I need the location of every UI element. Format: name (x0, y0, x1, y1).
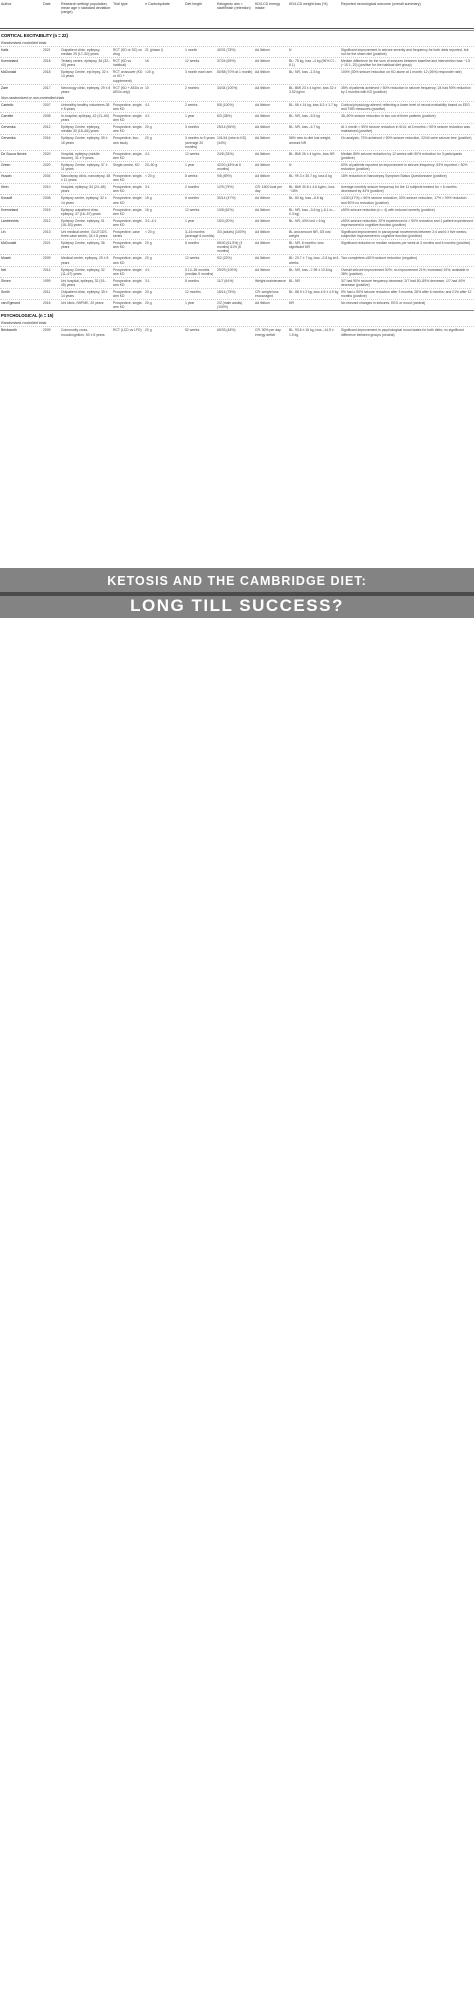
table-cell: 2012 (43, 218, 51, 223)
table-cell: 2020 (43, 162, 51, 167)
table-cell: Epilepsy Centre, epilepsy, 36 years (61, 241, 105, 250)
table-cell: Ad libitum (255, 114, 270, 119)
table-cell: Epilepsy Centre, epi lepsy, 32 ± 14 years (61, 70, 109, 79)
table-cell: Smith (1, 290, 10, 295)
table-cell: 3/3 (adults) (100%) (217, 230, 246, 234)
table-cell: van Egmond (1, 301, 21, 306)
table-cell: <20 g (145, 70, 154, 75)
header-ketogenic-aim: Ketogenic aim = start/finish (retention) (217, 2, 251, 11)
section-subheading: Randomised controlled trials (1, 321, 47, 326)
table-cell: Lin (1, 230, 6, 234)
table-cell: 2020 (43, 151, 51, 156)
table-cell: BL: 66 ± 14 kg, loss 6.3 ± 1.7 kg (289, 102, 338, 107)
table-cell: 6 months (185, 196, 199, 201)
table-cell: Outpatient clinic, epilepsy, median 29 (17–50) years (61, 48, 101, 57)
table-cell: 18% reduction in Narcolepsy Symptom Status Questionnaire (positive) (341, 174, 447, 179)
table-cell: 8 months (185, 278, 199, 283)
table-cell: 12 weeks (185, 256, 200, 261)
table-cell: 101/44 (new to KD) (44%) (217, 136, 247, 145)
section-heading: PSYCHOLOGICAL (n = 15) (0, 310, 474, 320)
table-cell: 65/40 (61.5%) (3 months) 61% (6 months) (217, 241, 243, 254)
table-cell: 18/14 (78%) (217, 290, 236, 295)
table-cell: 2008 (43, 196, 51, 201)
table-cell: BL: NR, loss –7.98 ± 10.6 kg (289, 267, 333, 272)
table-cell: RCT (KD + AEDs or AEDs only) (113, 85, 143, 94)
table-cell: Green (1, 162, 11, 167)
table-cell: 20 g (145, 328, 152, 333)
table-cell: BL: NR, 6 months: loss significant NR (289, 241, 324, 250)
table-cell: Ad libitum (255, 136, 270, 141)
table-cell: Prospective, single-arm KD (113, 196, 143, 205)
table-row (0, 112, 474, 123)
table-cell: 1 year (185, 218, 195, 223)
table-cell: BL: 20.7 ± 7 kg, loss –2.8 kg at 6 weeks (289, 256, 339, 265)
header-setting: Research setting/ population; mean age ± standard deviation (range) (61, 2, 111, 15)
table-cell: BL: NR, 40% lost > 6 kg (289, 218, 326, 223)
table-cell: 4:1 (145, 151, 150, 156)
table-cell: BL: 99.3 ± 30.7 kg, loss 6 kg (289, 174, 332, 179)
table-cell: 37/24 (65%) (217, 59, 236, 64)
table-cell: Cervenka (1, 136, 16, 141)
table-cell: 20 g (145, 241, 152, 246)
table-cell: Epilepsy Centre, epilepsy, 37 ± 11 years (61, 162, 108, 171)
table-row (0, 46, 474, 57)
table-cell: Prospective, single-arm KD (113, 290, 143, 299)
table-cell: 100% (30% seizure reduction on KD alone at 1 month; 12 (26%) responder rate) (341, 70, 462, 75)
table-cell: BL: NR, loss –4.7 kg (289, 125, 320, 130)
table-cell: Ad libitum (255, 48, 270, 52)
table-cell: RCT (KD or SC) on drug (113, 48, 143, 57)
table-cell: Ad libitum (255, 85, 270, 90)
table-cell: 2009 (43, 256, 51, 261)
table-cell: CR: weight loss encouraged (255, 290, 279, 299)
table-cell: Prospective, single-arm KD (113, 174, 143, 183)
table-cell: 3 months to 5 years (average 20 months) (185, 136, 215, 149)
table-cell: Cortical physiology altered; reflecting a lower level of neural excitability based on EEG and TMS measures (positive) (341, 102, 470, 111)
table-cell: 2017 (43, 85, 51, 90)
table-cell: Median difference for the sum of seizures between baseline and intervention was −1.5 (−10.1, 22) (positive for the habitual diet group) (341, 59, 471, 68)
table-cell: CR: 1600 kcal per day (255, 185, 283, 194)
page-subtitle: LONG TILL SUCCESS? (130, 596, 344, 615)
table-cell: Ad libitum (255, 151, 270, 156)
table-header (0, 0, 474, 29)
table-cell: < 20 g (145, 174, 155, 179)
section-heading: CORTICAL EXCITABILITY (n = 22) (0, 30, 474, 40)
table-cell: 30/14 (47%) (217, 196, 236, 201)
table-cell: Kverneland (1, 59, 19, 64)
table-cell: 21 (phase I) (145, 48, 164, 52)
table-cell: Weight maintenance (255, 278, 286, 283)
table-cell: Prospective, single-arm KD (113, 218, 143, 227)
header-author: Author (1, 2, 12, 6)
table-cell: Carrette (1, 114, 14, 119)
table-cell: 20 g (145, 256, 152, 261)
table-cell: < 20 g (145, 230, 155, 234)
table-cell: 2018 (43, 59, 51, 64)
table-cell: Kalis (1, 48, 9, 52)
table-cell: 3:1 (145, 278, 150, 283)
table-cell: 20 g (145, 136, 152, 141)
table-cell: Prospective, single-arm KD (113, 256, 143, 265)
table-cell: Ad libitum (255, 241, 270, 246)
table-cell: 1 year (185, 301, 195, 306)
table-cell: 11/7 (64%) (217, 278, 234, 283)
table-cell: 3–16 months (average 6 months) (185, 230, 215, 239)
table-cell: NR (289, 301, 294, 306)
table-cell: RCT crossover (KD or KD + supplement) (113, 70, 143, 83)
table-cell: 2009 (43, 328, 51, 333)
header-weight-loss: KD/LCD weight loss (%) (289, 2, 328, 6)
table-cell: 25/14 (56%) (217, 125, 236, 130)
table-cell: 1999 (43, 278, 51, 283)
table-cell: Epilepsy Centre, epilepsy, 32 (11–67) years (61, 267, 105, 276)
table-row (0, 150, 474, 161)
table-cell: 16 g (145, 207, 152, 212)
table-cell: ≥50% seizure reduction; 20% experienced a > 50% reduction and 1 patient experienced improvement in cognitive function (positive) (341, 218, 473, 227)
header-carbohydrate: n Carbohydrate (145, 2, 170, 6)
table-cell: McDonald (1, 241, 17, 246)
header-date: Date (43, 2, 51, 6)
table-cell: 52 weeks (185, 328, 200, 333)
table-cell: 2008 (43, 114, 51, 119)
table-cell: BL: 78 kg, loss –4 kg (96% CI –6.1) (289, 59, 337, 68)
table-cell: 10 (145, 85, 149, 90)
table-cell: Ad libitum (255, 256, 270, 261)
table-cell: 4:1 (145, 267, 150, 272)
table-cell: 3:1 (145, 185, 150, 190)
table-cell: 0.12–35 months (median 9 months) (185, 267, 214, 276)
table-cell: Cervenka (1, 125, 16, 130)
table-cell: 8/8 (100%) (217, 102, 234, 107)
table-cell: BL: NR, loss –1.5 kg (289, 70, 320, 75)
table-cell: 2016 (43, 301, 51, 306)
table-row (0, 299, 474, 310)
table-cell: 1 month (185, 48, 198, 52)
table-cell: Prospective, single-arm KD (113, 241, 143, 250)
table-row (0, 84, 474, 95)
table-cell: 4:1 (145, 102, 150, 107)
header-diet-length: Diet length (185, 2, 203, 6)
table-cell: Overall seizure improvement 52%; no improvement 21%; increased 10%; available in 38% (positive) (341, 267, 469, 276)
table-cell: 12/9 (75%) (217, 185, 234, 190)
table-cell: Ad libitum (255, 162, 270, 167)
table-cell: Epilepsy centre, epilepsy, 32 ± 14 years (61, 196, 107, 205)
table-cell: Uni medical centre, GLUT1DS, three case series, 34 ± 8 years (61, 230, 108, 239)
table-cell: 3/7 had 90% seizure frequency decrease, 3/7 had 50–89% decrease, 1/7 had 40% decrease (positive) (341, 278, 466, 287)
table-row (0, 217, 474, 228)
table-cell: 2010 (43, 185, 51, 190)
table-cell: Ad libitum (255, 301, 270, 306)
table-cell: 15 g (145, 196, 152, 201)
table-cell: 12 months (185, 290, 201, 295)
table-cell: Prospective, single-arm KD (113, 125, 143, 134)
table-cell: Hospital, epilepsy (middle income), 31 ± 9 years (61, 151, 100, 160)
table-cell: N (289, 48, 292, 52)
table-cell: BL: 80 kg, loss –6.6 kg (289, 196, 324, 201)
table-cell: 40/31 (78%) (217, 48, 236, 52)
table-cell: Prospective, single-arm KD (113, 278, 143, 287)
table-cell: 12 weeks (185, 151, 200, 156)
table-cell: Epilepsy Centre, epilepsy, 39 ± 16 years (61, 136, 108, 145)
table-cell: Nei (1, 267, 7, 272)
table-cell: Epilepsy Centre, epilepsy, 31 (18–53) years (61, 218, 105, 227)
table-cell: Ad libitum (255, 230, 270, 234)
table-cell: 3:1–4:1 (145, 218, 157, 223)
table-cell: Brinkworth (1, 328, 18, 333)
table-cell: Significant reduction in median seizures per week at 3 months and 6 months (positive) (341, 241, 471, 246)
table-cell: Narcolepsy clinic, narcolepsy, 48 ± 11 years (61, 174, 111, 183)
table-cell: Cantello (1, 102, 14, 107)
table-row (0, 194, 474, 205)
table-cell: Ad libitum (255, 267, 270, 272)
table-cell: Medical centre, epilepsy, 29 ± 8 years (61, 256, 109, 265)
table-cell: 1 year (185, 114, 195, 119)
table-cell: 56% new to diet lost weight, amount NR (289, 136, 332, 145)
table-cell: Prospective, two-arm study (113, 136, 140, 145)
table-cell: 6 months (185, 241, 199, 246)
table-row (0, 123, 474, 134)
table-cell: Ad libitum (255, 218, 270, 223)
table-cell: 2021 (43, 241, 51, 246)
table-cell: 2004 (43, 174, 51, 179)
table-cell: Ad libitum (255, 196, 270, 201)
table-cell: Significant improvement in psychological mood states for both diets; no significant difference between groups (neutral) (341, 328, 464, 337)
table-cell: 12 weeks (185, 59, 200, 64)
table-cell: 14/30 (47%) > 50% seizure reduction; 33% seizure reduction, 17% > 90% reduction and 50% no reduction (positive) (341, 196, 467, 205)
table-cell: Prospective, single-arm KD (113, 185, 143, 194)
table-cell: 13/8 (62%) (217, 207, 234, 212)
table-cell: 2 weeks (185, 102, 198, 107)
table-cell: 8 weeks (185, 174, 198, 179)
table-cell: Prospective, single-arm KD (113, 267, 143, 276)
table-cell: Hospital, epilepsy, 54 (24–65) years (61, 185, 106, 194)
table-cell: BL and amount NR, 3/3 lost weight (289, 230, 331, 239)
table-cell: Ad libitum (255, 174, 270, 179)
table-cell: 29/29 (100%) (217, 267, 238, 272)
table-row (0, 68, 474, 83)
table-row (0, 183, 474, 194)
table-cell: Zare (1, 85, 8, 90)
table-cell: Prospective, single-arm KD (113, 102, 143, 111)
table-cell: 9/2 (22%) (217, 256, 232, 261)
header-energy-intake: KD/LCD energy intake (255, 2, 281, 11)
table-cell: 24/8 (33%) (217, 151, 234, 156)
table-cell: 4:1 (145, 114, 150, 119)
table-cell: 16 (145, 59, 149, 64)
table-cell: Significant improvement in paroxysmal movements between 2:4 and 6 ± five weeks; subjective improvement in cognitive function (positive) (341, 230, 467, 239)
table-cell: BL: BMI 23 ± 4 kg/m², loss 32 ± 3.52 kg/m² (289, 85, 337, 94)
table-row (0, 134, 474, 149)
table-cell: 35% of patients achieved > 50% reduction in seizure frequency; 24 had 90% reduction by 2 months with KD (positive) (341, 85, 471, 94)
table-cell: 20 g (145, 301, 152, 306)
table-row (0, 266, 474, 277)
table-cell: Ad libitum (255, 70, 270, 75)
table-cell: Klein (1, 185, 9, 190)
table-cell: RCT (LCD vs LFD) (113, 328, 142, 333)
section-subheading: Non-randomised or non-controlled trials (1, 95, 65, 100)
table-cell: 3 months (185, 125, 199, 130)
table-cell: 2012 (43, 125, 51, 130)
table-cell: Median 86% seizure reduction by 12 weeks with 50% reduction for 3 participants (positive) (341, 151, 462, 160)
table-cell: Unhealthy healthy volunteers 38 ± 8 years (61, 102, 110, 111)
table-cell: Ad libitum (255, 59, 270, 64)
table-row (0, 161, 474, 172)
table-cell: Tertiary centre, epilepsy, 36 (32–40) years (61, 59, 110, 68)
table-cell: 3 month each arm (185, 70, 213, 75)
table-cell: Kverneland (1, 207, 19, 212)
table-cell: Ad libitum (255, 125, 270, 130)
table-cell: BL: NR, loss –3.6 kg (–6.1 to –0.3 kg) (289, 207, 336, 216)
table-cell: 80/58 (70% at 1 month) (217, 70, 253, 75)
table-cell: Prospective, single-arm KD (113, 114, 143, 123)
table-cell: Outpatient clinic, epilepsy, 35 ± 14 years (61, 290, 108, 299)
table-cell: 8/3 (38%) (217, 114, 232, 119)
table-cell: In-hospital, epilepsy, 42 (21–60) years (61, 114, 109, 123)
table-row (0, 206, 474, 217)
table-cell: BL: BMI 26 ± 4 kg/m², loss NR (289, 151, 335, 156)
table-cell: ≥50% seizure reduction (n = 4) with reduced severity (positive) (341, 207, 435, 212)
table-cell: Significant improvement in seizure severity and frequency for both diets reported, but not for the sham diet (positive) (341, 48, 469, 57)
table-cell: McDonald (1, 70, 17, 75)
table-cell: Ad libitum (255, 102, 270, 107)
table-row (0, 172, 474, 183)
table-row (0, 101, 474, 112)
table-cell: 2015 (43, 207, 51, 212)
table-cell: Prospective, single-arm KD (113, 151, 143, 160)
table-cell: Mosek (1, 256, 11, 261)
header-outcome: Reported neurological outcome (overall summary) (341, 2, 421, 6)
table-cell: 2 months (185, 185, 199, 190)
table-cell: Epilepsy Centre, epilepsy, median 30 (18–66) years (61, 125, 100, 134)
header-trial-type: Trial type (113, 2, 128, 6)
table-cell: Epilepsy outpatient clinic, epilepsy, 37 (16–57) years (61, 207, 101, 216)
table-cell: 2014 (43, 267, 51, 272)
table-cell: At 1 month > 50% seizure reduction in 5/14; at 3 months > 50% seizure reduction was maintained (positive) (341, 125, 470, 134)
table-cell: Husain (1, 174, 12, 179)
table-row (0, 326, 474, 337)
table-cell: Uni clinic, NSPME, 20 years (61, 301, 104, 306)
table-cell: Prospective, single-arm KD (113, 207, 143, 216)
table-cell: Kossoff (1, 196, 13, 201)
table-cell: N (289, 162, 292, 167)
table-cell: 2011 (43, 290, 51, 295)
section-subheading: Randomised controlled trials (1, 41, 47, 45)
table-cell: Neurology clinic, epilepsy, 29 ± 8 years (61, 85, 111, 94)
table-row (0, 239, 474, 254)
table-cell: 1 year (185, 162, 195, 167)
table-cell: 2013 (43, 230, 51, 234)
table-cell: 2018 (43, 70, 51, 75)
table-row (0, 277, 474, 288)
table-cell: Average monthly seizure frequency for the 11 subjects treated for > 6 months decreased by 34% (positive) (341, 185, 457, 194)
table-cell: 2007 (43, 102, 51, 107)
table-cell: No relevant changes in seizures, EEG or mood (neutral) (341, 301, 426, 306)
table-cell: 20–50 g (145, 162, 158, 167)
table-cell: 9/8 (89%) (217, 174, 232, 179)
table-cell: 42/20 (48% at 6 months) (217, 162, 241, 171)
table-cell: 2 months (185, 85, 199, 90)
table-cell: RCT (KD vs habitual) (113, 59, 132, 68)
table-cell: 20 g (145, 290, 152, 295)
table-cell: 2021 (43, 48, 51, 52)
table-cell: BL: 88.9 ± 2 kg, loss 4.5 ± 4.9 kg (289, 290, 339, 295)
table-cell: BL: 93.6 ± 16 kg, loss –14.5 ± 1.5 kg (289, 328, 334, 337)
table-cell: Uni hospital, epilepsy, 32 (19–45) years (61, 278, 107, 287)
table-cell: Community cross, mood/cognition, 50 ± 8 years (61, 328, 105, 337)
table-row (0, 57, 474, 68)
table-cell: BL: NR (289, 278, 300, 283)
table-cell: 12 weeks (185, 207, 200, 212)
table-cell: On analysis, 73% achieved > 50% seizure reduction, 22/44 were seizure-free (positive) (341, 136, 472, 141)
table-cell: BL: BMI 30.8 ± 4.6 kg/m², loss ~18% (289, 185, 335, 194)
evidence-table (0, 30, 474, 338)
table-row (0, 288, 474, 299)
table-cell: Lambrechts (1, 218, 19, 223)
table-cell: De Souza Neves (1, 151, 27, 156)
table-cell: CR: 30% per day energy deficit (255, 328, 281, 337)
table-cell: Prospective, single-arm KD (113, 301, 143, 310)
table-cell: 20 g (145, 125, 152, 130)
table-cell: 34/34 (100%) (217, 85, 238, 90)
table-cell: 69/33 (48%) (217, 328, 236, 333)
table-row (0, 228, 474, 239)
table-cell: 38–50% seizure reduction in two out of three patients (positive) (341, 114, 436, 119)
table-cell: 15/3 (20%) (217, 218, 234, 223)
table-cell: Two completers ≥50% seizure reduction (negative) (341, 256, 418, 261)
table-cell: BL: NR, loss –5.5 kg (289, 114, 320, 119)
table-cell: 2016 (43, 136, 51, 141)
table-cell: 60% of patients reported an improvement in seizure frequency; 53% reported > 50% reduction (positive) (341, 162, 468, 171)
table-row (0, 254, 474, 265)
table-cell: Single-centre, KD (113, 162, 140, 167)
table-cell: Prospective, case series (113, 230, 140, 239)
table-cell: Sirven (1, 278, 11, 283)
table-cell: Ad libitum (255, 207, 270, 212)
page-title: KETOSIS AND THE CAMBRIDGE DIET: (107, 574, 367, 588)
table-cell: 2/2 (male adults) (100%) (217, 301, 243, 310)
table-cell: 5% had ≥ 50% seizure reduction after 3 months; 28% after 6 months; and 21% after 12 months (positive) (341, 290, 472, 299)
